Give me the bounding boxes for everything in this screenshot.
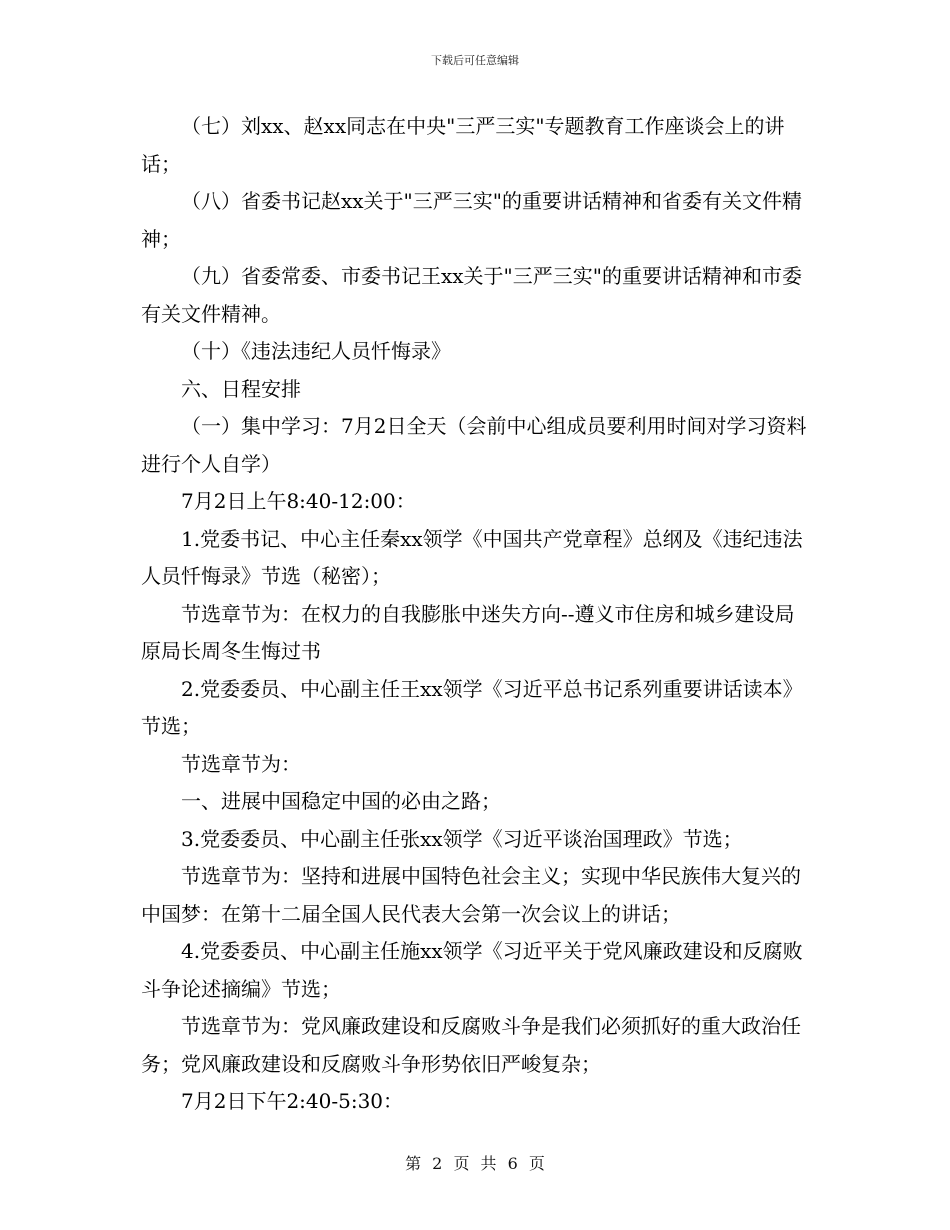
paragraph-concentrated-study: （一）集中学习：7月2日全天（会前中心组成员要利用时间对学习资料进行个人自学）: [141, 414, 807, 476]
paragraph-afternoon-time: 7月2日下午2:40-5:30：: [181, 1089, 404, 1113]
document-body: [141, 108, 809, 1121]
page-number: 第 2 页 共 6 页: [405, 1154, 545, 1173]
paragraph-item-9: （九）省委常委、市委书记王xx关于"三严三实"的重要讲话精神和市委有关文件精神。: [141, 264, 802, 326]
page-header-note: 下载后可任意编辑: [431, 54, 519, 67]
paragraph-study-1: 1.党委书记、中心主任秦xx领学《中国共产党章程》总纲及《违纪违法人员忏悔录》节选（秘密）；: [141, 526, 803, 588]
paragraph-item-10: （十）《违法违纪人员忏悔录》: [181, 339, 451, 363]
paragraph-study-3: 3.党委委员、中心副主任张xx领学《习近平谈治国理政》节选；: [181, 826, 743, 851]
paragraph-item-8: （八）省委书记赵xx关于"三严三实"的重要讲话精神和省委有关文件精神；: [141, 189, 802, 251]
paragraph-study-2: 2.党委委员、中心副主任王xx领学《习近平总书记系列重要讲话读本》节选；: [141, 676, 803, 738]
section-heading-schedule: 六、日程安排: [181, 376, 301, 401]
paragraph-morning-time: 7月2日上午8:40-12:00：: [181, 489, 416, 513]
paragraph-chapter-2-label: 节选章节为：: [181, 751, 301, 776]
paragraph-item-7: （七）刘xx、赵xx同志在中央"三严三实"专题教育工作座谈会上的讲话；: [141, 114, 785, 176]
paragraph-chapter-1: 节选章节为：在权力的自我膨胀中迷失方向--遵义市住房和城乡建设局原局长周冬生悔过书: [141, 601, 795, 663]
paragraph-chapter-2-item: 一、进展中国稳定中国的必由之路；: [181, 789, 501, 813]
paragraph-chapter-4: 节选章节为：党风廉政建设和反腐败斗争是我们必须抓好的重大政治任务；党风廉政建设和反腐败斗争形势依旧严峻复杂；: [141, 1014, 801, 1076]
paragraph-study-4: 4.党委委员、中心副主任施xx领学《习近平关于党风廉政建设和反腐败斗争论述摘编》节选；: [141, 939, 803, 1001]
paragraph-chapter-3: 节选章节为：坚持和进展中国特色社会主义；实现中华民族伟大复兴的中国梦：在第十二届全国人民代表大会第一次会议上的讲话；: [141, 864, 801, 926]
